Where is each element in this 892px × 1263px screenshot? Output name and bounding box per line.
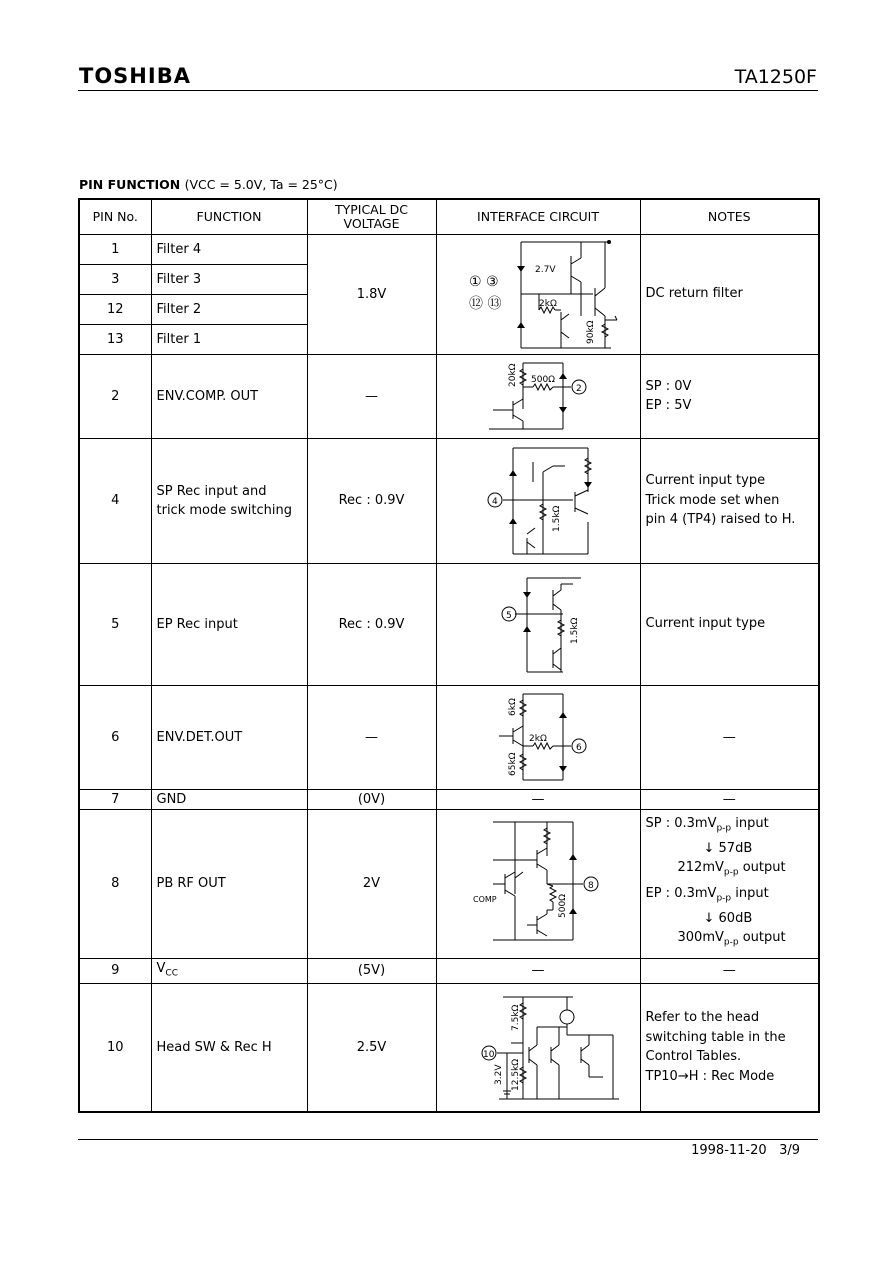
section-title-text: PIN FUNCTION	[79, 177, 181, 192]
note-sub: p-p	[716, 823, 732, 834]
footer	[691, 1143, 800, 1158]
note-text: ↓ 60dB	[703, 910, 753, 926]
footer-page: 3/9	[779, 1143, 800, 1158]
col-voltage-l2: VOLTAGE	[343, 215, 400, 231]
label-12-5kohm: 12.5kΩ	[511, 1059, 521, 1092]
brand-logo: TOSHIBA	[79, 64, 191, 88]
note-line2: switching table in the	[645, 1029, 786, 1045]
label-pin-10: 10	[483, 1050, 495, 1061]
function-cell: ENV.DET.OUT	[151, 685, 307, 789]
circuit-diagram-pin10	[443, 987, 633, 1107]
table-row	[79, 809, 819, 958]
function-cell	[151, 438, 307, 563]
label-2kohm: 2kΩ	[529, 734, 547, 744]
part-number: TA1250F	[734, 66, 817, 88]
label-500ohm: 500Ω	[558, 893, 568, 918]
note-cell: —	[640, 958, 819, 984]
function-line2: trick mode switching	[156, 502, 292, 518]
table-row	[79, 958, 819, 984]
label-20kohm: 20kΩ	[508, 363, 518, 387]
circuit-pin4	[436, 438, 640, 563]
voltage-cell: —	[307, 685, 436, 789]
circuit-diagram-filter	[443, 236, 633, 352]
function-cell: GND	[151, 789, 307, 809]
function-cell: Filter 3	[151, 264, 307, 294]
label-pin-4: 4	[492, 496, 498, 507]
circuit-pin6	[436, 685, 640, 789]
note-line3: pin 4 (TP4) raised to H.	[645, 512, 796, 528]
table-row	[79, 984, 819, 1112]
table-row	[79, 563, 819, 685]
note-line3: Control Tables.	[645, 1049, 742, 1065]
pin-cell: 12	[79, 294, 151, 324]
pin-cell: 3	[79, 264, 151, 294]
pin-function-table	[78, 198, 820, 1113]
note-sub: p-p	[723, 937, 739, 948]
col-circuit: INTERFACE CIRCUIT	[436, 199, 640, 234]
note-text: output	[738, 930, 786, 946]
note-line4: TP10→H : Rec Mode	[645, 1068, 775, 1084]
note-line1: Current input type	[645, 473, 766, 489]
footer-rule	[78, 1139, 818, 1140]
circuit-cell: —	[436, 789, 640, 809]
circuit-pin5	[436, 563, 640, 685]
note-cell: Current input type	[640, 563, 819, 685]
circuit-diagram-pin8	[443, 814, 633, 954]
pin-cell: 1	[79, 234, 151, 264]
note-ep-gain	[646, 909, 819, 929]
note-cell: —	[640, 685, 819, 789]
section-conditions: (VCC = 5.0V, Ta = 25°C)	[184, 177, 338, 192]
pin-cell: 10	[79, 984, 151, 1112]
voltage-cell: 2.5V	[307, 984, 436, 1112]
circuit-pin2	[436, 354, 640, 438]
label-1-5kohm: 1.5kΩ	[570, 617, 580, 644]
note-line1: Refer to the head	[645, 1010, 760, 1026]
voltage-cell: Rec : 0.9V	[307, 563, 436, 685]
col-voltage-l1: TYPICAL DC	[334, 201, 409, 217]
table-row	[79, 789, 819, 809]
note-text: EP : 0.3mV	[645, 885, 717, 901]
voltage-cell: —	[307, 354, 436, 438]
label-pin-8: 8	[588, 880, 594, 891]
function-line1: SP Rec input and	[156, 483, 267, 499]
pin-cell: 6	[79, 685, 151, 789]
label-pin-6: 6	[576, 743, 582, 753]
function-cell: Filter 2	[151, 294, 307, 324]
note-text: input	[731, 885, 769, 901]
note-cell	[640, 809, 819, 958]
note-sub: p-p	[716, 893, 732, 904]
note-text: ↓ 57dB	[703, 840, 753, 856]
pin-cell: 2	[79, 354, 151, 438]
circuit-pin10	[436, 984, 640, 1112]
voltage-cell: Rec : 0.9V	[307, 438, 436, 563]
note-ep-output	[646, 928, 819, 953]
note-sub: p-p	[723, 868, 739, 878]
voltage-cell: (5V)	[307, 958, 436, 984]
note-ep: EP : 5V	[645, 398, 692, 413]
label-2-7v: 2.7V	[535, 265, 556, 275]
circuit-filter	[436, 234, 640, 354]
label-6kohm: 6kΩ	[508, 698, 518, 716]
note-text: output	[738, 860, 786, 876]
note-sp-gain	[646, 839, 819, 859]
note-cell: —	[640, 789, 819, 809]
note-line2: Trick mode set when	[645, 492, 780, 508]
label-2kohm: 2kΩ	[539, 299, 557, 309]
pin-cell: 4	[79, 438, 151, 563]
pin-cell: 9	[79, 958, 151, 984]
voltage-cell: 2V	[307, 809, 436, 958]
col-voltage	[307, 199, 436, 234]
function-cell: ENV.COMP. OUT	[151, 354, 307, 438]
function-cell: EP Rec input	[151, 563, 307, 685]
function-cell: Filter 4	[151, 234, 307, 264]
note-cell	[640, 438, 819, 563]
function-cell: PB RF OUT	[151, 809, 307, 958]
label-7-5kohm: 7.5kΩ	[511, 1004, 521, 1032]
circuit-diagram-pin6	[443, 688, 633, 786]
table-header-row	[79, 199, 819, 234]
label-pins-12-13: ⑫ ⑬	[469, 296, 502, 312]
label-1-5kohm: 1.5kΩ	[552, 505, 562, 532]
label-pin-2: 2	[576, 384, 582, 394]
note-cell	[640, 354, 819, 438]
circuit-pin8	[436, 809, 640, 958]
pin-cell: 5	[79, 563, 151, 685]
col-pin: PIN No.	[79, 199, 151, 234]
table-row	[79, 438, 819, 563]
circuit-diagram-pin2	[443, 357, 633, 435]
label-pins-1-3: ① ③	[469, 274, 499, 290]
pin-cell: 8	[79, 809, 151, 958]
function-sub: CC	[165, 968, 178, 979]
note-text: SP : 0.3mV	[645, 815, 717, 831]
note-sp-output	[646, 858, 819, 883]
label-3-2v: 3.2V	[494, 1064, 504, 1086]
function-cell	[151, 958, 307, 984]
note-cell	[640, 984, 819, 1112]
label-pin-5: 5	[506, 611, 512, 621]
label-500ohm: 500Ω	[531, 375, 556, 385]
pin-cell: 13	[79, 324, 151, 354]
voltage-cell: 1.8V	[307, 234, 436, 354]
note-text: 300mV	[677, 930, 724, 946]
note-cell: DC return filter	[640, 234, 819, 354]
function-text: V	[156, 960, 166, 976]
section-title	[79, 177, 338, 192]
label-65kohm: 65kΩ	[508, 752, 518, 776]
pin-cell: 7	[79, 789, 151, 809]
note-text: input	[731, 815, 769, 831]
table-row	[79, 354, 819, 438]
footer-date: 1998-11-20	[691, 1143, 767, 1158]
voltage-cell: (0V)	[307, 789, 436, 809]
note-text: 212mV	[677, 860, 724, 876]
col-function: FUNCTION	[151, 199, 307, 234]
col-notes: NOTES	[640, 199, 819, 234]
note-sp-input	[646, 814, 819, 839]
circuit-diagram-pin5	[443, 568, 633, 680]
note-ep-input	[646, 884, 819, 909]
note-sp: SP : 0V	[645, 378, 692, 394]
header-rule	[78, 90, 818, 91]
function-cell: Head SW & Rec H	[151, 984, 307, 1112]
circuit-cell: —	[436, 958, 640, 984]
label-90kohm: 90kΩ	[586, 320, 596, 344]
function-cell: Filter 1	[151, 324, 307, 354]
table-row	[79, 234, 819, 264]
table-row	[79, 685, 819, 789]
circuit-diagram-pin4	[443, 442, 633, 560]
label-comp: COMP	[473, 894, 497, 904]
